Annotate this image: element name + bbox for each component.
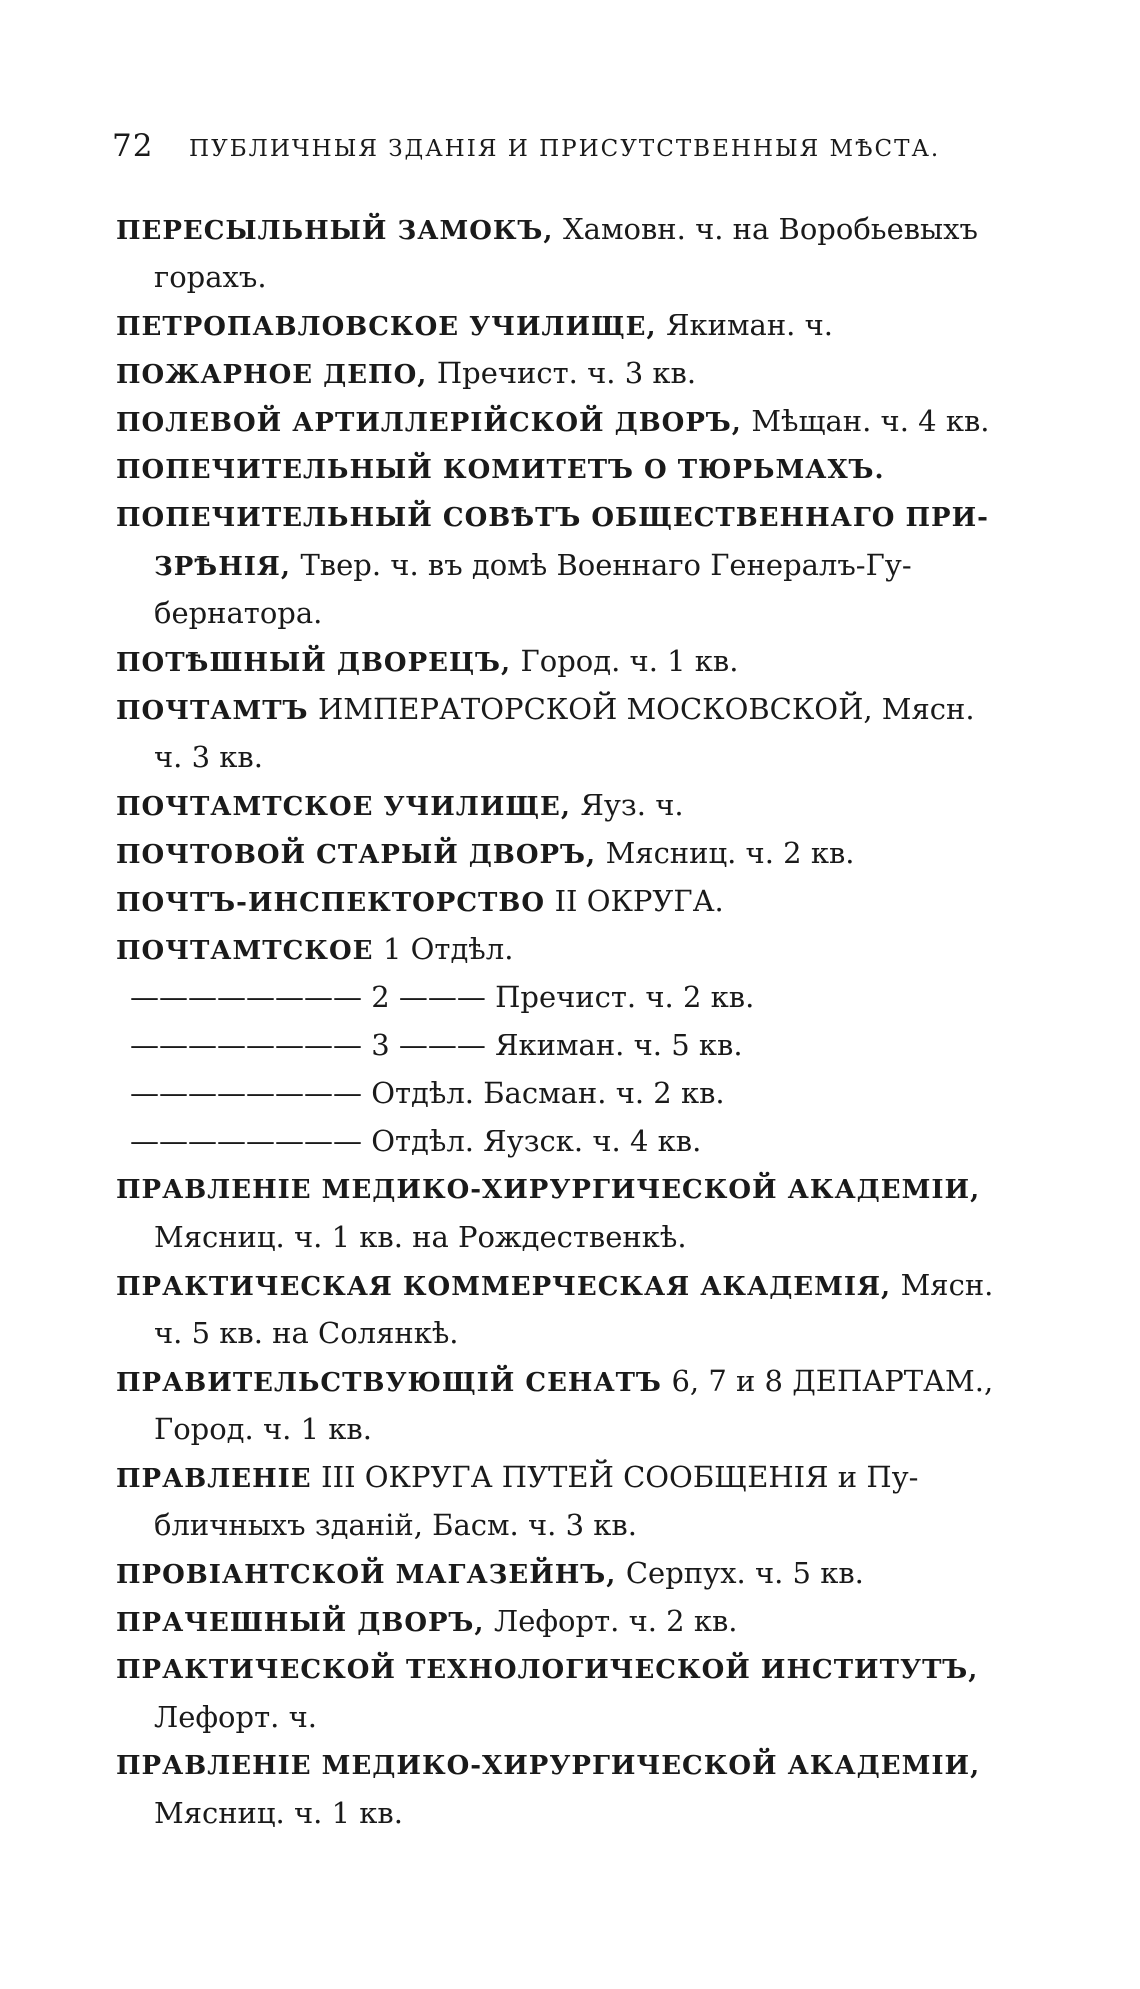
entry-location: ———————— Отдѣл. Яузск. ч. 4 кв. [130,1124,702,1158]
entry-line [116,349,1016,397]
continuation-line [116,253,1016,301]
entry-location: Мясниц. ч. 2 кв. [605,836,855,870]
entry-location: Якиман. ч. [666,308,833,342]
continuation-line [116,1789,1016,1837]
entry-location: Мясниц. ч. 1 кв. на Рождественкѣ. [154,1220,687,1254]
entry-location: Мясн. [900,1268,994,1302]
continuation-line [116,541,1016,589]
entry-line [116,829,1016,877]
entry-headword: ПОЧТАМТСКОЕ УЧИЛИЩЕ, [116,792,571,822]
entry-headword: ПРАВЛЕНІЕ МЕДИКО-ХИРУРГИЧЕСКОЙ АКАДЕМІИ, [116,1751,981,1781]
entry-headword: ПРАВЛЕНІЕ МЕДИКО-ХИРУРГИЧЕСКОЙ АКАДЕМІИ, [116,1175,981,1205]
continuation-line [116,589,1016,637]
entry-location: Хамовн. ч. на Воробьевыхъ [563,212,978,246]
entry-location: Лефорт. ч. [154,1700,317,1734]
entry-location: 1 Отдѣл. [382,932,514,966]
continuation-line [116,1405,1016,1453]
entry-line [116,1453,1016,1501]
dash-subentry-line [116,973,1016,1021]
entry-line [116,877,1016,925]
entry-location: бличныхъ зданій, Басм. ч. 3 кв. [154,1508,637,1542]
entry-line [116,1165,1016,1213]
dash-subentry-line [116,1021,1016,1069]
entry-location: Серпух. ч. 5 кв. [625,1556,864,1590]
entry-headword: ПОПЕЧИТЕЛЬНЫЙ КОМИТЕТЪ О ТЮРЬМАХЪ. [116,455,885,485]
entry-line [116,1645,1016,1693]
continuation-line [116,1501,1016,1549]
page-number: 72 [112,128,154,164]
entry-location: Твер. ч. въ домѣ Военнаго Генералъ-Гу- [300,548,912,582]
continuation-line [116,1213,1016,1261]
entry-line [116,781,1016,829]
dash-subentry-line [116,1117,1016,1165]
entry-location: ———————— Отдѣл. Басман. ч. 2 кв. [130,1076,725,1110]
entry-headword: ПОЖАРНОЕ ДЕПО, [116,360,428,390]
entry-location: Пречист. ч. 3 кв. [436,356,697,390]
continuation-line [116,1693,1016,1741]
entry-line [116,1549,1016,1597]
entry-location: ———————— 2 ——— Пречист. ч. 2 кв. [130,980,755,1014]
entry-location: II ОКРУГА. [554,884,724,918]
entry-location: Мѣщан. ч. 4 кв. [751,404,990,438]
entry-line [116,685,1016,733]
entry-headword: ПОЧТАМТСКОЕ [116,936,374,966]
entry-line [116,1357,1016,1405]
dash-subentry-line [116,1069,1016,1117]
entry-line [116,1261,1016,1309]
entry-location: ———————— 3 ——— Якиман. ч. 5 кв. [130,1028,743,1062]
continuation-line [116,733,1016,781]
entry-headword: ПЕРЕСЫЛЬНЫЙ ЗАМОКЪ, [116,216,554,246]
entry-line [116,397,1016,445]
entry-headword: ПРАЧЕШНЫЙ ДВОРЪ, [116,1608,485,1638]
entry-headword: ПОПЕЧИТЕЛЬНЫЙ СОВѢТЪ ОБЩЕСТВЕННАГО ПРИ- [116,503,989,533]
entry-headword: ПРОВІАНТСКОЙ МАГАЗЕЙНЪ, [116,1560,617,1590]
entry-location: Лефорт. ч. 2 кв. [494,1604,738,1638]
entry-line [116,205,1016,253]
entry-headword: ПРАКТИЧЕСКАЯ КОММЕРЧЕСКАЯ АКАДЕМІЯ, [116,1272,892,1302]
entry-location: Город. ч. 1 кв. [154,1412,372,1446]
entry-line [116,445,1016,493]
entry-headword: ПОЧТЪ-ИНСПЕКТОРСТВО [116,888,546,918]
entry-location: III ОКРУГА ПУТЕЙ СООБЩЕНІЯ и Пу- [321,1460,919,1494]
entry-line [116,1741,1016,1789]
running-head-title: ПУБЛИЧНЫЯ ЗДАНІЯ И ПРИСУТСТВЕННЫЯ МѢСТА. [189,136,941,162]
entry-headword: ЗРѢНІЯ, [154,552,291,582]
entry-location: 6, 7 и 8 ДЕПАРТАМ., [671,1364,994,1398]
entry-headword: ПОТѢШНЫЙ ДВОРЕЦЪ, [116,648,511,678]
entry-line [116,1597,1016,1645]
entry-location: горахъ. [154,260,267,294]
entry-headword: ПРАВИТЕЛЬСТВУЮЩІЙ СЕНАТЪ [116,1368,662,1398]
entry-line [116,301,1016,349]
entry-location: бернатора. [154,596,323,630]
entry-location: ИМПЕРАТОРСКОЙ МОСКОВСКОЙ, Мясн. [318,692,975,726]
continuation-line [116,1309,1016,1357]
entry-headword: ПРАКТИЧЕСКОЙ ТЕХНОЛОГИЧЕСКОЙ ИНСТИТУТЪ, [116,1655,979,1685]
entry-line [116,493,1016,541]
entry-location: Город. ч. 1 кв. [520,644,739,678]
entry-headword: ПЕТРОПАВЛОВСКОЕ УЧИЛИЩЕ, [116,312,657,342]
entry-location: Мясниц. ч. 1 кв. [154,1796,403,1830]
entry-line [116,925,1016,973]
entry-headword: ПРАВЛЕНІЕ [116,1464,312,1494]
entry-list [116,205,1016,1837]
entry-location: Яуз. ч. [580,788,684,822]
running-head [112,128,940,164]
entry-line [116,637,1016,685]
entry-headword: ПОЛЕВОЙ АРТИЛЛЕРІЙСКОЙ ДВОРЪ, [116,408,742,438]
entry-headword: ПОЧТАМТЪ [116,696,309,726]
entry-location: ч. 5 кв. на Солянкѣ. [154,1316,459,1350]
entry-location: ч. 3 кв. [154,740,263,774]
entry-headword: ПОЧТОВОЙ СТАРЫЙ ДВОРЪ, [116,840,597,870]
